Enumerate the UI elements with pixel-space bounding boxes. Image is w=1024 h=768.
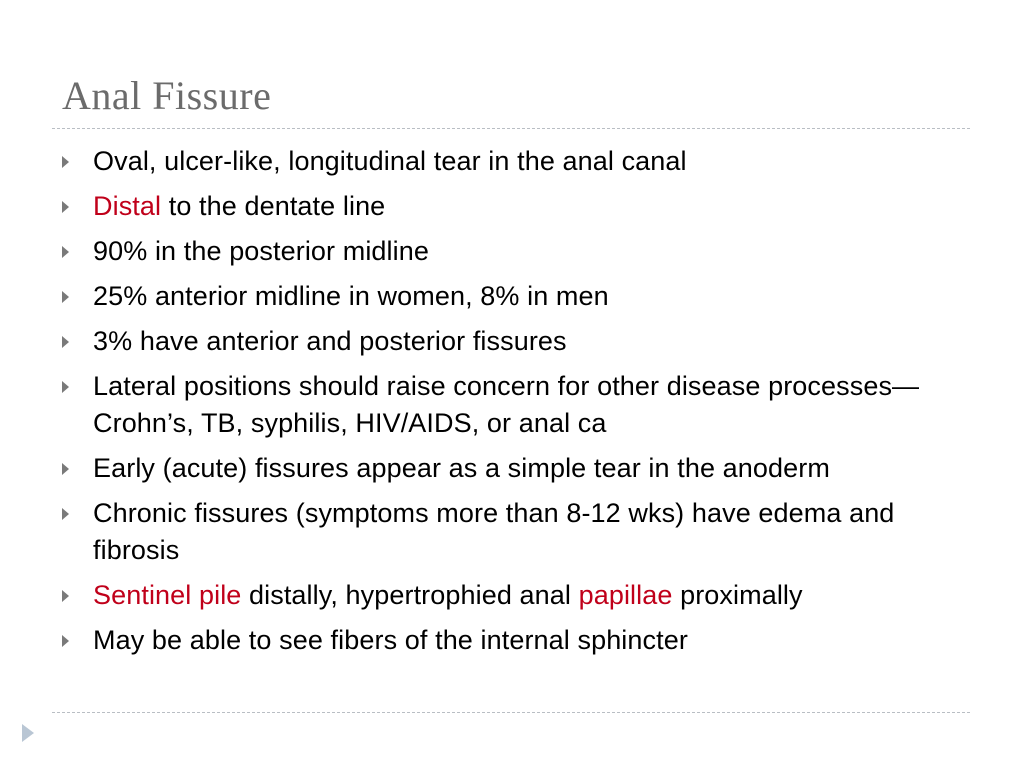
bullet-text: 25% anterior midline in women, 8% in men xyxy=(93,281,609,311)
highlighted-text: Sentinel pile xyxy=(93,580,242,610)
bullet-text: Oval, ulcer-like, longitudinal tear in the anal canal xyxy=(93,146,687,176)
bullet-item xyxy=(62,188,962,225)
footer-divider xyxy=(52,712,970,713)
bullet-arrow-icon xyxy=(62,508,69,520)
bullet-item xyxy=(62,577,962,614)
highlighted-text: Distal xyxy=(93,191,162,221)
bullet-item xyxy=(62,278,962,315)
bullet-text: 3% have anterior and posterior fissures xyxy=(93,326,567,356)
bullet-text: to the dentate line xyxy=(161,191,386,221)
corner-arrow-icon xyxy=(22,724,34,742)
bullet-arrow-icon xyxy=(62,381,69,393)
bullet-text: 90% in the posterior midline xyxy=(93,236,429,266)
bullet-text: May be able to see fibers of the internal sphincter xyxy=(93,625,688,655)
bullet-arrow-icon xyxy=(62,463,69,475)
bullet-arrow-icon xyxy=(62,291,69,303)
bullet-text: proximally xyxy=(672,580,803,610)
bullet-arrow-icon xyxy=(62,635,69,647)
bullet-item xyxy=(62,622,962,659)
bullet-arrow-icon xyxy=(62,336,69,348)
bullet-list xyxy=(62,143,962,667)
bullet-arrow-icon xyxy=(62,246,69,258)
bullet-arrow-icon xyxy=(62,201,69,213)
bullet-text: Early (acute) fissures appear as a simple tear in the anoderm xyxy=(93,453,830,483)
bullet-item xyxy=(62,450,962,487)
bullet-item xyxy=(62,143,962,180)
bullet-item xyxy=(62,233,962,270)
bullet-text: Lateral positions should raise concern for other disease processes—Crohn’s, TB, syphilis, HIV/AIDS, or anal ca xyxy=(93,371,920,438)
bullet-item xyxy=(62,495,962,569)
bullet-arrow-icon xyxy=(62,590,69,602)
bullet-arrow-icon xyxy=(62,156,69,168)
title-divider xyxy=(52,128,970,129)
bullet-item xyxy=(62,323,962,360)
slide-title: Anal Fissure xyxy=(62,73,272,118)
bullet-text: Chronic fissures (symptoms more than 8-12 wks) have edema and fibrosis xyxy=(93,498,895,565)
highlighted-text: papillae xyxy=(578,580,673,610)
bullet-text: distally, hypertrophied anal xyxy=(241,580,579,610)
bullet-item xyxy=(62,368,962,442)
